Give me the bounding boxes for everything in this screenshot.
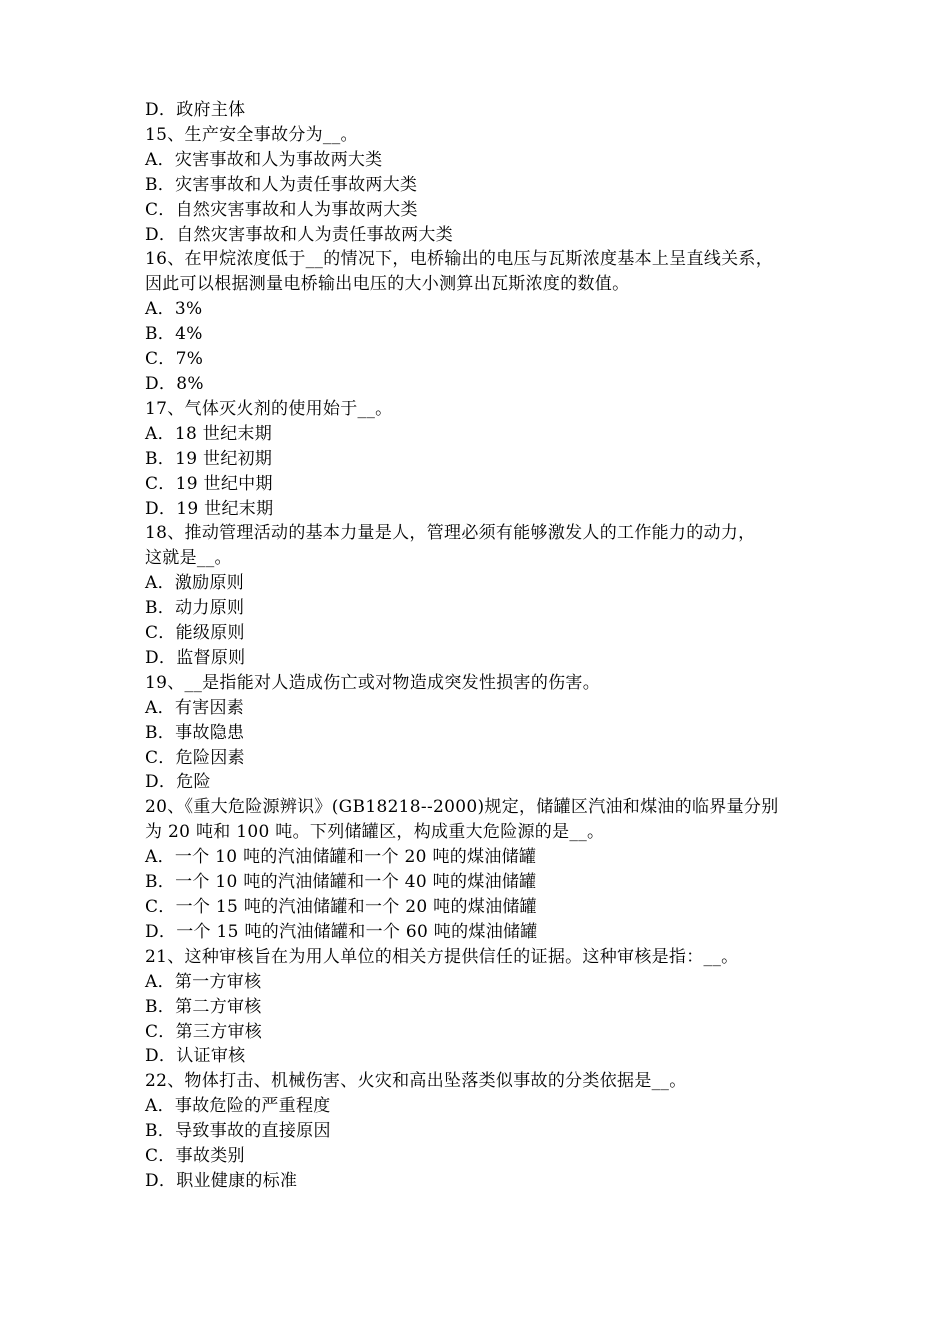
answer-option: A．有害因素: [145, 697, 245, 718]
question-text-line: 20、《重大危险源辨识》(GB18218--2000)规定，储罐区汽油和煤油的临界量分别: [145, 797, 779, 818]
answer-option: B．灾害事故和人为责任事故两大类: [145, 174, 418, 195]
question-text-line: 因此可以根据测量电桥输出电压的大小测算出瓦斯浓度的数值。: [145, 274, 630, 295]
answer-option: C．一个 15 吨的汽油储罐和一个 20 吨的煤油储罐: [145, 897, 537, 917]
answer-option: C．7%: [145, 349, 204, 370]
answer-option: D．一个 15 吨的汽油储罐和一个 60 吨的煤油储罐: [145, 921, 538, 942]
answer-option: D．8%: [145, 373, 204, 394]
answer-option: A．事故危险的严重程度: [145, 1096, 331, 1117]
answer-option: B．动力原则: [145, 598, 245, 619]
answer-option: B．一个 10 吨的汽油储罐和一个 40 吨的煤油储罐: [145, 872, 537, 893]
answer-option: D．19 世纪末期: [145, 498, 274, 519]
question-text-line: 21、这种审核旨在为用人单位的相关方提供信任的证据。这种审核是指：__。: [145, 946, 739, 967]
answer-option: B．19 世纪初期: [145, 448, 273, 469]
answer-option: C．事故类别: [145, 1146, 245, 1167]
question-text-line: 为 20 吨和 100 吨。下列储罐区，构成重大危险源的是__。: [145, 822, 605, 843]
answer-option: B．4%: [145, 324, 203, 345]
question-text-line: 16、在甲烷浓度低于__的情况下，电桥输出的电压与瓦斯浓度基本上呈直线关系，: [145, 249, 774, 270]
question-text-line: 15、生产安全事故分为__。: [145, 124, 358, 145]
question-text-line: 17、气体灭火剂的使用始于__。: [145, 398, 393, 419]
answer-option: A．灾害事故和人为事故两大类: [145, 149, 383, 170]
answer-option: C．自然灾害事故和人为事故两大类: [145, 199, 418, 220]
answer-option: C．能级原则: [145, 623, 245, 644]
question-text-line: 18、推动管理活动的基本力量是人，管理必须有能够激发人的工作能力的动力，: [145, 523, 756, 544]
answer-option: C．危险因素: [145, 747, 245, 768]
answer-option: D．认证审核: [145, 1046, 246, 1067]
answer-option: D．监督原则: [145, 647, 246, 668]
answer-option: D．职业健康的标准: [145, 1170, 298, 1191]
question-list: [145, 98, 810, 1194]
answer-option: D．政府主体: [145, 100, 246, 120]
answer-option: A．激励原则: [145, 573, 245, 594]
answer-option: C．第三方审核: [145, 1021, 263, 1042]
answer-option: C．19 世纪中期: [145, 473, 273, 494]
answer-option: A．3%: [145, 299, 203, 320]
question-text-line: 这就是__。: [145, 548, 232, 569]
question-text-line: 19、__是指能对人造成伤亡或对物造成突发性损害的伤害。: [145, 672, 601, 693]
answer-option: A．18 世纪末期: [145, 423, 273, 444]
answer-option: A．一个 10 吨的汽油储罐和一个 20 吨的煤油储罐: [145, 847, 537, 868]
answer-option: D．危险: [145, 772, 211, 793]
answer-option: D．自然灾害事故和人为责任事故两大类: [145, 224, 454, 245]
question-text-line: 22、物体打击、机械伤害、火灾和高出坠落类似事故的分类依据是__。: [145, 1071, 687, 1092]
answer-option: B．导致事故的直接原因: [145, 1121, 331, 1142]
answer-option: A．第一方审核: [145, 971, 262, 992]
answer-option: B．事故隐患: [145, 722, 245, 743]
answer-option: B．第二方审核: [145, 996, 262, 1017]
